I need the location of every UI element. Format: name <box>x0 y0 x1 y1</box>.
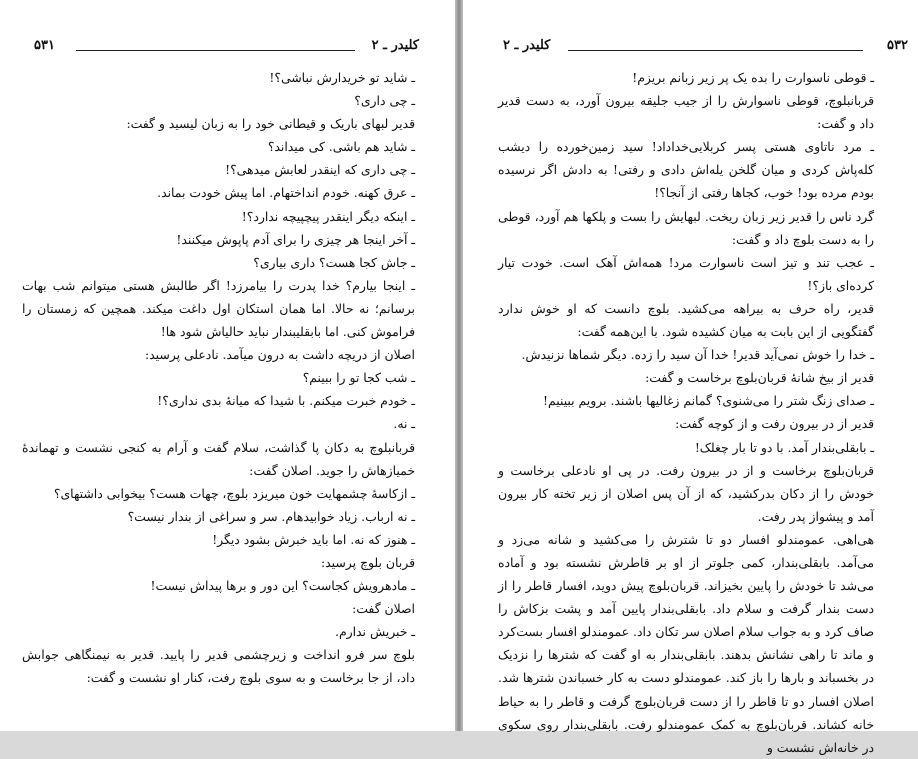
text-paragraph: ـ آخر اینجا هر چیزی را برای آدم پاپوش میکنند! <box>176 231 415 247</box>
text-paragraph: ـ عرق کهنه. خودم انداختهام. اما پیش خودت بماند. <box>157 185 415 201</box>
text-paragraph: ـ شب کجا تو را ببینم؟ <box>302 370 415 386</box>
text-paragraph: قربان بلوچ پرسید: <box>321 554 415 570</box>
text-paragraph: ـ چی داری؟ <box>354 93 415 109</box>
text-paragraph: ـ قوطی ناسوارت را بده یک پر زیر زبانم بریزم! <box>632 70 874 85</box>
text-paragraph: قربان‌بلوچ برخاست و از در بیرون رفت. در پی او نادعلی برخاست و خودش را از دکان بدرکشید، که از آن پس اصلان از زیر تخته کار بیرون آمد و پیشواز پدر رفت. <box>498 462 874 524</box>
header-rule <box>568 50 863 51</box>
right-page <box>463 0 918 755</box>
text-paragraph: قربانبلوچ، قوطی ناسوارش را از جیب جلیقه بیرون آورد، به دست قدیر داد و گفت: <box>498 93 874 132</box>
text-paragraph: ـ جاش کجا هست؟ داری بیاری؟ <box>253 254 415 270</box>
running-title: کلیدر ـ ۲ <box>503 38 551 53</box>
page-header <box>0 38 455 60</box>
book-gutter <box>455 0 463 731</box>
text-paragraph: ـ بابقلی‌بندار آمد. با دو تا بار چغلک! <box>694 439 874 455</box>
text-paragraph: ـ خدا را خوش نمی‌آید قدیر! خدا آن سید را زده. دیگر شماها نزنیدش. <box>521 347 874 363</box>
text-paragraph: ـ ازکاسهٔ چشمهایت خون میریزد بلوچ، چهات هست؟ بیخوابی داشتهای؟ <box>53 485 415 501</box>
text-paragraph: قربانبلوچ به دکان پا گذاشت، سلام گفت و آرام به کنجی نشست و تهماندهٔ خمیازهاش را جوید. اصلان گفت: <box>22 439 415 478</box>
text-paragraph: ـ نه. <box>393 416 415 432</box>
text-paragraph: بلوچ سر فرو انداخت و زیرچشمی قدیر را پایید. قدیر به نیمنگاهی جوابش داد، از جا برخاست و به سوی بلوچ رفت، کنار او نشست و گفت: <box>22 647 415 686</box>
text-paragraph: ـ نه ارباب. زیاد خوابیدهام. سر و سراغی از بندار نیست؟ <box>127 508 415 524</box>
left-page <box>0 0 455 731</box>
body-text <box>498 66 874 759</box>
page-number: ۵۳۱ <box>34 38 55 53</box>
text-paragraph: ـ شاید هم باشی. کی میداند؟ <box>267 139 415 155</box>
text-paragraph: قدیر از در بیرون رفت و از کوچه گفت: <box>675 416 874 432</box>
text-paragraph: ـ چی داری که اینقدر لعابش میدهی؟! <box>225 162 415 178</box>
text-paragraph: گرد ناس را قدیر زیر زبان ریخت. لبهایش را بست و پلکها هم آورد، قوطی را به دست بلوچ داد و گفت: <box>498 208 874 247</box>
text-paragraph: ـ خودم خبرت میکنم. با شیدا که میانهٔ بدی نداری؟! <box>157 393 415 409</box>
header-rule <box>76 50 355 51</box>
text-paragraph: ـ صدای زنگ شتر را می‌شنوی؟ گمانم زغالیها باشند. برویم ببینیم! <box>542 393 874 409</box>
text-paragraph: هی‌اهی. عمومندلو افسار دو تا شترش را می‌کشید و شانه می‌زد و می‌آمد. بابقلی‌بندار، کمی جلوتر از او بر قاطرش نشسته بود و آماده می‌شد تا خودش را پایین بخیزاند. قربان‌بلوچ پیش دوید، افسار قاطر را از دست بندار گرفت و سلام داد. بابقلی‌بندار پایین آمد و پشت بزکاش را صاف کرد و به جواب سلام اصلان سر تکان داد. عمومندلو افسار بست‌کرد و ماند تا راهی نشانش بدهند. بابقلی‌بندار به او گفت که شترها را نزدیک در بخسباند و بارها را باز کند. عمومندلو دست به کار خسباندن شترها شد. اصلان افسار دو تا قاطر را از دست قربان‌بلوچ گرفت و قاطر را به حیاط خانه کشاند. قربان‌بلوچ به کمک عمومندلو رفت. بابقلی‌بندار روی سکوی در خانه‌اش نشست و <box>498 531 874 755</box>
text-paragraph: ـ شاید تو خریدارش نباشی؟! <box>269 70 415 85</box>
text-paragraph: اصلان گفت: <box>352 601 415 617</box>
text-paragraph: ـ اینجا بیارم؟ خدا پدرت را بیامرزد! اگر طالبش هستی میتوانم شب بهات برسانم؛ نه حالا. اما همان استکان اول داغت میکند. همچین که زمستان را فراموش کنی. اما بابقلیبندار نباید حالیاش شود ها! <box>22 277 415 340</box>
text-paragraph: ـ مرد ناتاوی هستی پسر کربلایی‌خداداد! سید زمین‌خورده را دیشب کله‌پاش کردی و میان گلخن یله‌اش دادی و رفتی! به دادش اگر نرسیده بودم مرده بود! خوب، کجاها رفتی از آنجا؟! <box>498 139 874 201</box>
text-paragraph: قدیر، راه حرف به بیراهه می‌کشید. بلوچ دانست که او خوش ندارد گفتگویی از این بابت به میان کشیده شود. با این‌همه گفت: <box>498 300 874 340</box>
body-text <box>22 66 415 690</box>
page-header <box>463 38 918 60</box>
text-paragraph: اصلان از دریچه داشت به درون میآمد. نادعلی پرسید: <box>144 347 415 363</box>
text-paragraph: ـ اینکه دیگر اینقدر پیچپیچه ندارد؟! <box>241 208 415 224</box>
text-paragraph: ـ هنوز که نه. اما باید خبرش بشود دیگر! <box>212 531 415 547</box>
page-number: ۵۳۲ <box>887 38 908 53</box>
text-paragraph: ـ مادهرویش کجاست؟ این دور و برها پیداش نیست! <box>150 578 415 594</box>
text-paragraph: قدیر لبهای باریک و قیطانی خود را به زبان لیسید و گفت: <box>126 116 415 132</box>
text-paragraph: ـ خبریش ندارم. <box>335 624 415 640</box>
running-title: کلیدر ـ ۲ <box>371 38 419 53</box>
text-paragraph: ـ عجب تند و تیز است ناسوارت مرد! همه‌اش آهک است. خودت تیار کرده‌ای باز؟! <box>498 254 874 293</box>
text-paragraph: قدیر از بیخ شانهٔ قربان‌بلوچ برخاست و گفت: <box>645 370 874 386</box>
